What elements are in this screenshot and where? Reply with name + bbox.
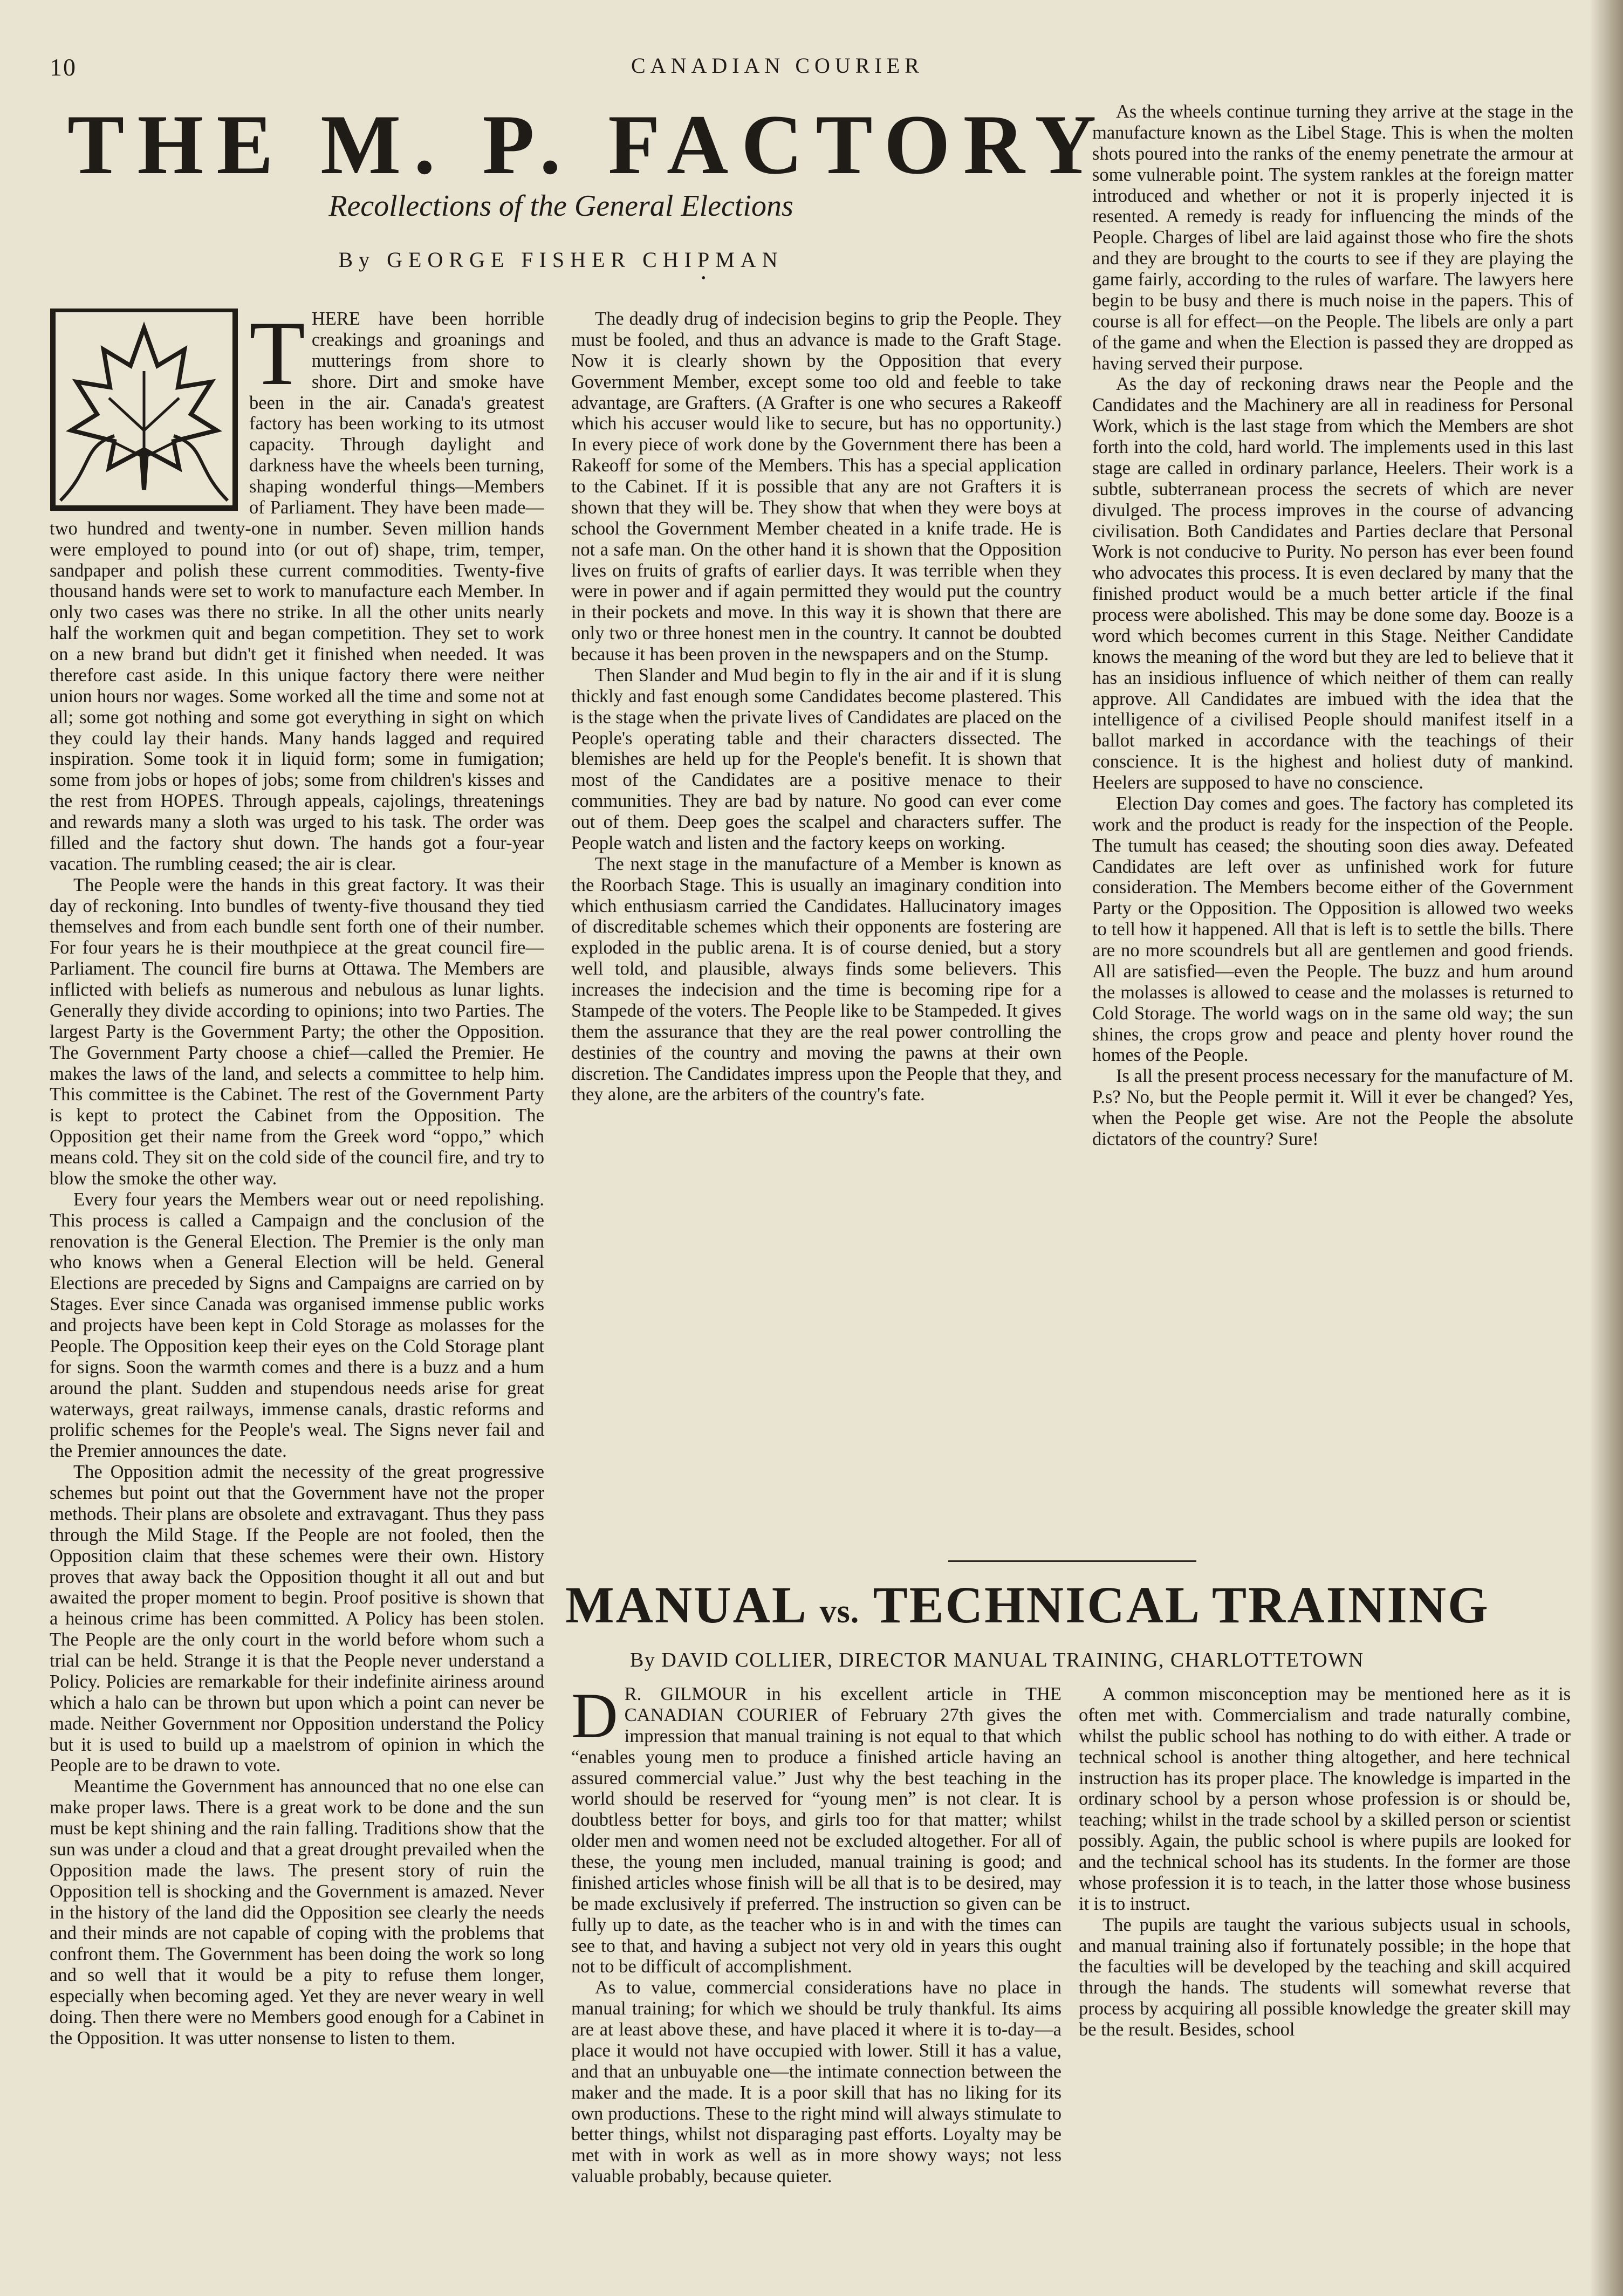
article2-byline: By DAVID COLLIER, DIRECTOR MANUAL TRAINING, CHARLOTTETOWN — [630, 1649, 1364, 1671]
article-paragraph: Is all the present process necessary for the manufacture of M. P.s? No, but the People permit it. Will it ever be changed? Yes, when the People get wise. Are not the People the absolute dictators of the country? Sure! — [1092, 1066, 1573, 1149]
section-divider — [948, 1560, 1196, 1562]
article-paragraph: Every four years the Members wear out or need repolishing. This process is called a Campaign and the conclusion of the renovation is the General Election. The Premier is the only man who knows when a General Election will be held. General Elections are preceded by Signs and Campaigns are carried on by Stages. Ever since Canada was organised immense public works and projects have been kept in Cold Storage as molasses for the People. The Opposition keep their eyes on the Cold Storage plant for signs. Soon the warmth comes and there is a buzz and a hum around the plant. Sudden and stupendous needs arise for great waterways, great railways, immense canals, drastic reforms and prolific schemes for the People's weal. The Signs never fail and the Premier announces the date. — [50, 1189, 544, 1462]
article-column-3 — [1092, 101, 1573, 1536]
article-paragraph: Meantime the Government has announced that no one else can make proper laws. There is a great work to be done and the sun must be kept shining and the rain falling. Traditions show that the sun was under a cloud and that a great drought prevailed when the Opposition made the laws. The present story of ruin the Opposition tell is shocking and the Government is amazed. Never in the history of the land did the Opposition see clearly the needs and their minds are not capable of coping with the problems that confront them. The Government has been doing the work so long and so well that it would be a pity to refuse them longer, especially when becoming aged. Yet they are never weary in well doing. Then there were no Members good enough for a Cabinet in the Opposition. It was utter nonsense to listen to them. — [50, 1776, 544, 2048]
article-title: THE M. P. FACTORY — [67, 98, 1110, 192]
article2-title — [565, 1575, 1569, 1635]
article-column-2 — [571, 309, 1062, 1574]
title-part-technical: TECHNICAL TRAINING — [873, 1576, 1490, 1634]
separator-dot: • — [701, 271, 706, 285]
title-vs: vs. — [819, 1593, 860, 1630]
article-paragraph: As the wheels continue turning they arrive at the stage in the manufacture known as the Libel Stage. This is when the molten shots poured into the ranks of the enemy penetrate the armour at some vulnerable point. The system rankles at the foreign matter introduced and whether or not it is properly injected it is resented. A remedy is ready for influencing the minds of the People. Charges of libel are laid against those who fire the shots and they are brought to the courts to see if they are playing the game fairly, according to the rules of warfare. The lawyers here begin to be busy and there is much noise in the papers. This of course is all for effect—on the People. The libels are only a part of the game and when the Election is passed they are dropped as having served their purpose. — [1092, 101, 1573, 374]
article-column-1 — [50, 309, 544, 2220]
article2-paragraph: A common misconception may be mentioned here as it is often met with. Commercialism and trade naturally combine, whilst the public school has nothing to do with either. A trade or technical school is another thing altogether, and here technical instruction has its proper place. The knowledge is imparted in the ordinary school by a person whose profession is or should be, teaching; whilst in the trade school by a skilled person or scientist possibly. Again, the public school is where pupils are looked for and the technical school has its students. In the former are those whose profession it is to teach, in the latter those whose business it is to instruct. — [1079, 1684, 1571, 1914]
article-paragraph: The deadly drug of indecision begins to grip the People. They must be fooled, and thus an advance is made to the Graft Stage. Now it is clearly shown by the Opposition that every Government Member, except some too old and feeble to take advantage, are Grafters. (A Grafter is one who secures a Rakeoff which his accuser would like to secure, but has no opportunity.) In every piece of work done by the Government there has been a Rakeoff for some of the Members. This has a special application to the Cabinet. If it is possible that any are not Grafters it is shown that they will be. They show that when they were boys at school the Government Member cheated in a knife trade. He is not a safe man. On the other hand it is shown that the Opposition lives on fruits of grafts of earlier days. It was terrible when they were in power and if again permitted they would put the country in their pockets and move. In this way it is shown that there are only two or three honest men in the country. It cannot be doubted because it has been proven in the newspapers and on the Stump. — [571, 309, 1062, 664]
title-part-manual: MANUAL — [565, 1576, 805, 1634]
article2-paragraph: As to value, commercial considerations have no place in manual training; for which we should be truly thankful. Its aims are at least above these, and have placed it where it is to-day—a place it would not have occupied with lower. Still it has a value, and that an unbuyable one—the intimate connection between the maker and the made. It is a poor skill that has no liking for its own productions. These to the right mind will always stimulate to better things, whilst not disparaging past efforts. Loyalty may be met with in work as well as in more showy ways; not less valuable probably, because quieter. — [571, 1977, 1062, 2187]
article-paragraph: As the day of reckoning draws near the People and the Candidates and the Machinery are all in readiness for Personal Work, which is the last stage from which the Members are shot forth into the cold, hard world. The implements used in this last stage are called in ordinary parlance, Heelers. Their work is a subtle, subterranean process the secrets of which are never divulged. The process improves in the course of advancing civilisation. Both Candidates and Parties declare that Personal Work is not conducive to Purity. No person has ever been found who advocates this process. It is even declared by many that the finished product would be a much better article if the final process were abolished. This may be done some day. Booze is a word which becomes current in this Stage. Neither Candidate knows the meaning of the word but they are led to believe that it has an insidious influence of which neither of them can really approve. All Candidates are imbued with the idea that the intelligence of a civilised People should manifest itself in a ballot marked in accordance with the teachings of their conscience. It is the highest and holiest duty of mankind. Heelers are supposed to have no conscience. — [1092, 374, 1573, 793]
article-byline: By GEORGE FISHER CHIPMAN — [338, 248, 784, 272]
page-number: 10 — [50, 53, 77, 81]
page-binding-shadow — [1590, 0, 1623, 2296]
publication-name: CANADIAN COURIER — [631, 53, 924, 78]
article-subtitle: Recollections of the General Elections — [328, 189, 793, 223]
article-paragraph: Election Day comes and goes. The factory has completed its work and the product is ready for the inspection of the People. The tumult has ceased; the shouting soon dies away. Defeated Candidates are left over as unfinished work for future consideration. The Members become either of the Government Party or the Opposition. The Opposition is allowed two weeks to tell how it happened. All that is left is to settle the bills. There are no more scoundrels but all are gentlemen and good friends. All are satisfied—even the People. The buzz and hum around the molasses is allowed to cease and the molasses is returned to Cold Storage. The world wags on in the same old way; the sun shines, the crops grow and peace and plenty hover round the homes of the People. — [1092, 793, 1573, 1066]
article-paragraph: The People were the hands in this great factory. It was their day of reckoning. Into bundles of twenty-five thousand they tied themselves and from each bundle sent forth one of their number. For four years he is their mouthpiece at the great council fire—Parliament. The council fire burns at Ottawa. The Members are inflicted with beliefs as numerous and nebulous as lunar lights. Generally they divide according to opinions; into two Parties. The largest Party is the Government Party; the other the Opposition. The Government Party choose a chief—called the Premier. He makes the laws of the land, and selects a committee to help him. This committee is the Cabinet. The rest of the Government Party is kept to protect the Cabinet from the Opposition. The Opposition get their name from the Greek word “oppo,” which means cold. They sit on the cold side of the council fire, and try to blow the smoke the other way. — [50, 874, 544, 1189]
article2-column-1 — [571, 1684, 1062, 2239]
maple-leaf-ornament-icon — [50, 309, 238, 511]
article-paragraph: The next stage in the manufacture of a Member is known as the Roorbach Stage. This is usually an imaginary condition into which enthusiasm carried the Candidates. Hallucinatory images of discreditable schemes which their opponents are fostering are exploded in the public arena. It is of course denied, but a story well told, and plausible, always finds some believers. This increases the indecision and the time is becoming ripe for a Stampede of the voters. The People like to be Stampeded. It gives them the assurance that they are the real power controlling the destinies of the country and moving the pawns at their own discretion. The Candidates impress upon the People that they, and they alone, are the arbiters of the country's fate. — [571, 853, 1062, 1105]
article-paragraph: The Opposition admit the necessity of the great progressive schemes but point out that the Government have not the proper methods. Their plans are obsolete and extravagant. Thus they pass through the Mild Stage. If the People are not fooled, then the Opposition claim that these schemes were their own. History proves that away back the Opposition thought it all out and but awaited the proper moment to begin. Proof positive is shown that a heinous crime has been committed. A Policy has been stolen. The People are the only court in the world before whom such a trial can be held. Strange it is that the People never understand a Policy. Policies are remarkable for their indefinite airiness around which a halo can be thrown but upon which a point can never be made. Neither Government nor Opposition understand the Policy but it is used to build up a maelstrom of opinion in which the People are to be drawn to vote. — [50, 1462, 544, 1776]
dropcap-letter: T — [249, 309, 305, 404]
article2-paragraph: The pupils are taught the various subjects usual in schools, and manual training also if fortunately possible; in the hope that the faculties will be developed by the teaching and skill acquired through the hands. The students will somewhat reverse that process by acquiring all possible knowledge the greater skill may be the result. Besides, school — [1079, 1914, 1571, 2040]
article-paragraph: Then Slander and Mud begin to fly in the air and if it is slung thickly and fast enough some Candidates become plastered. This is the stage when the private lives of Candidates are placed on the People's operating table and their characters dissected. The blemishes are held up for the People's benefit. It is shown that most of the Candidates are a positive menace to their communities. They are bad by nature. No good can ever come out of them. Deep goes the scalpel and characters suffer. The People watch and listen and the factory keeps on working. — [571, 664, 1062, 853]
article2-paragraph: R. GILMOUR in his excellent article in THE CANADIAN COURIER of February 27th gives the impression that manual training is not equal to that which “enables young men to produce a finished article having an assured commercial value.” Just why the best teaching in the world should be reserved for “young men” is not clear. It is doubtless better for boys, and girls too for that matter; whilst older men and women need not be excluded altogether. For all of these, the young men included, manual training is good; and finished articles whose finish will be all that is to be desired, may be made exclusively if preferred. The instruction so given can be fully up to date, as the teacher who is in and with the times can see to that, and having a subject not very old in years this ought not to be difficult of accomplishment. — [571, 1684, 1062, 1977]
article-paragraph: HERE have been horrible creakings and groanings and mutterings from shore to shore. Dirt and smoke have been in the air. Canada's greatest factory has been working to its utmost capacity. Through daylight and darkness have the wheels been turning, shaping wonderful things—Members of Parliament. They have been made—two hundred and twenty-one in number. Seven million hands were employed to pound into (or out of) shape, trim, temper, sandpaper and polish these current commodities. Twenty-five thousand hands were set to work to manufacture each Member. In only two cases was there no strike. In all the other units nearly half the workmen quit and began competition. They set to work on a new brand but didn't get it finished when needed. It was therefore cast aside. In this unique factory there were neither union hours nor wages. Some worked all the time and some not at all; some got nothing and some got everything in sight on which they could lay their hands. Many hands lagged and required inspiration. Some took it in liquid form; some in fumigation; some from jobs or hopes of jobs; some from children's kisses and the rest from HOPES. Through appeals, cajolings, threatenings and rewards many a sloth was urged to his task. The order was filled and the factory shut down. The hands got a four-year vacation. The rumbling ceased; the air is clear. — [50, 309, 544, 874]
dropcap-letter: D — [571, 1684, 618, 1751]
article2-column-2 — [1079, 1684, 1571, 2239]
